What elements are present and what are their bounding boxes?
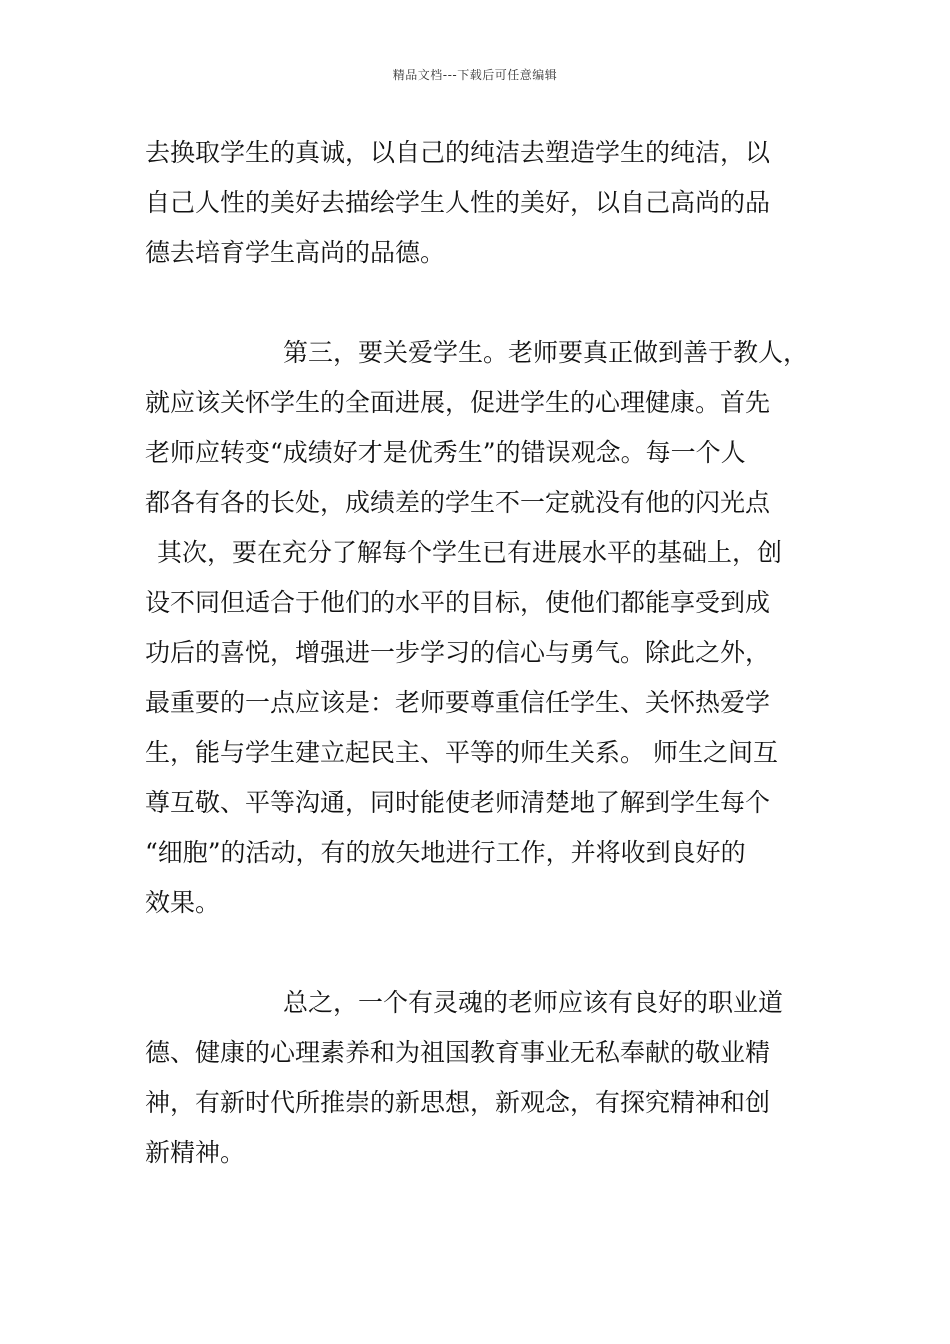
text-line: 最重要的一点应该是：老师要尊重信任学生、关怀热爱学 [145,688,771,717]
text-line: 效果。 [145,888,221,917]
text-line: 都各有各的长处，成绩差的学生不一定就没有他的闪光点 [145,488,771,517]
text-line: 新精神。 [145,1138,246,1167]
text-line: 第三，要关爱学生。老师要真正做到善于教人， [283,338,809,367]
page-header: 精品文档---下载后可任意编辑 [392,68,558,82]
text-line: 生，能与学生建立起民主、平等的师生关系。 师生之间互 [145,738,778,767]
document-body [145,128,810,1178]
text-line: 就应该关怀学生的全面进展，促进学生的心理健康。首先 [145,388,771,417]
text-line: 其次，要在充分了解每个学生已有进展水平的基础上，创 [157,538,783,567]
text-line: 设不同但适合于他们的水平的目标，使他们都能享受到成 [145,588,771,617]
text-line: 功后的喜悦，增强进一步学习的信心与勇气。除此之外， [145,638,771,667]
paragraph-3 [145,978,810,1178]
text-line: 德、健康的心理素养和为祖国教育事业无私奉献的敬业精 [145,1038,771,1067]
text-line: 神，有新时代所推崇的新思想，新观念，有探究精神和创 [145,1088,771,1117]
paragraph-1 [145,128,810,278]
text-line: 总之，一个有灵魂的老师应该有良好的职业道 [283,988,784,1017]
text-line: 尊互敬、平等沟通，同时能使老师清楚地了解到学生每个 [145,788,771,817]
paragraph-2 [145,328,810,928]
text-line: 老师应转变“成绩好才是优秀生”的错误观念。每一个人 [145,438,746,467]
text-line: 德去培育学生高尚的品德。 [145,238,446,267]
text-line: “细胞”的活动，有的放矢地进行工作，并将收到良好的 [145,838,746,867]
text-line: 自己人性的美好去描绘学生人性的美好，以自己高尚的品 [145,188,771,217]
text-line: 去换取学生的真诚，以自己的纯洁去塑造学生的纯洁，以 [145,138,771,167]
